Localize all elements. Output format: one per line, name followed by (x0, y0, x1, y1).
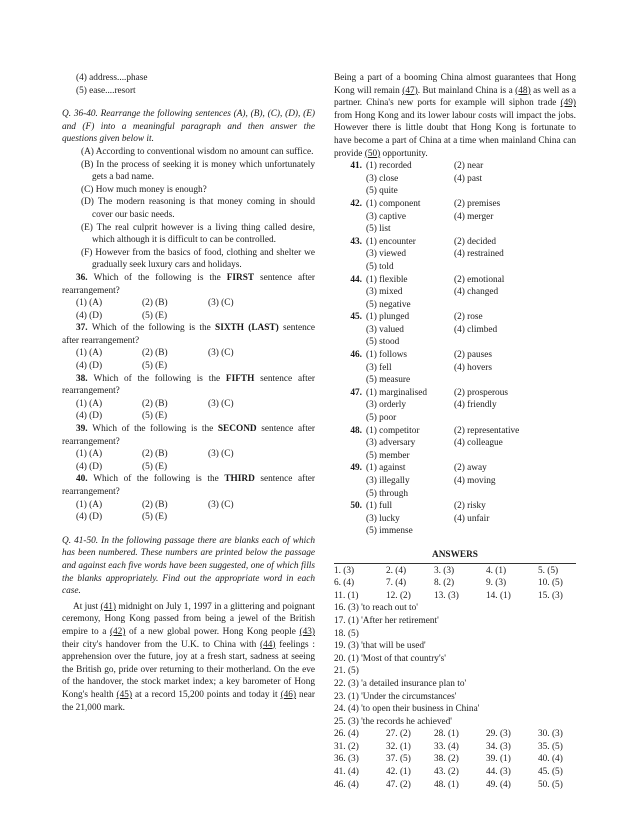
blank-number: (42) (109, 626, 126, 637)
answer-cell: 43. (2) (434, 767, 459, 778)
answer-cell: 28. (1) (434, 729, 459, 740)
answer-row (334, 590, 576, 603)
sentence-item: (D) The modern reasoning is that money coming in should cover our basic needs. (81, 197, 315, 220)
option: (2) (B) (142, 298, 168, 309)
answer-row (334, 577, 576, 590)
word-question (334, 349, 576, 387)
option: (4) restrained (454, 249, 504, 260)
answer-cell: 7. (4) (386, 578, 407, 589)
answer-cell: 29. (3) (486, 729, 511, 740)
previous-question-options (62, 72, 315, 97)
spacer (344, 248, 366, 261)
word-question (334, 425, 576, 463)
spacer (344, 286, 366, 299)
question-number: 44. (350, 274, 362, 285)
answer-row (334, 779, 576, 792)
blank-number: (48) (515, 85, 531, 96)
blank-number: (43) (299, 626, 315, 637)
answers-grid-1 (334, 565, 576, 603)
answer-cell: 15. (3) (538, 590, 563, 601)
option: (1) full (366, 501, 393, 512)
answer-line: 17. (1) 'After her retirement' (334, 615, 439, 626)
word-question (334, 311, 576, 349)
option: (1) competitor (366, 425, 420, 436)
answer-cell: 42. (1) (386, 767, 411, 778)
option: (2) away (454, 463, 487, 474)
sentence-item: (F) However from the basics of food, clothing and shelter we gradually seek luxury cars and holidays. (81, 247, 315, 271)
answer-cell: 13. (3) (434, 590, 459, 601)
spacer (454, 185, 524, 198)
answer-cell: 33. (4) (434, 741, 459, 752)
answer-cell: 45. (5) (538, 767, 563, 778)
blank-number: (49) (560, 98, 576, 109)
answer-cell: 31. (2) (334, 741, 359, 752)
word-question (334, 198, 576, 236)
option: (4) (D) (76, 461, 103, 472)
option: (3) fell (366, 362, 392, 373)
option: (2) risky (454, 501, 486, 512)
option: (4) unfair (454, 513, 490, 524)
spacer (454, 299, 524, 312)
option: (5) list (366, 224, 391, 235)
answer-cell: 6. (4) (334, 578, 355, 589)
question-keyword: SECOND (217, 424, 257, 435)
spacer (454, 488, 524, 501)
answer-row (334, 766, 576, 779)
answer-line: 21. (5) (334, 666, 359, 677)
option: (1) (A) (76, 348, 103, 359)
option: (1) recorded (366, 161, 412, 172)
spacer (344, 412, 366, 425)
right-column (334, 72, 576, 791)
question-number: 46. (350, 350, 362, 361)
question-number: 40. (76, 474, 94, 485)
question-options (62, 347, 315, 372)
option: (3) close (366, 173, 399, 184)
answer-cell: 44. (3) (486, 767, 511, 778)
word-question (334, 236, 576, 274)
word-question (334, 160, 576, 198)
question-keyword: SIXTH (LAST) (215, 323, 279, 334)
answers-divider (334, 563, 576, 564)
answer-line: 20. (1) 'Most of that country's' (334, 653, 446, 664)
option: (1) plunged (366, 312, 410, 323)
option: (1) follows (366, 350, 408, 361)
answer-cell: 30. (3) (538, 729, 563, 740)
answer-cell: 1. (3) (334, 565, 355, 576)
option: (1) against (366, 463, 406, 474)
option: (5) (E) (142, 361, 168, 372)
option: (1) (A) (76, 398, 103, 409)
option: (2) emotional (454, 274, 505, 285)
q41-50-instructions: Q. 41-50. In the following passage there are blanks each of which has been numbered. These numbers are printed below the passage and against each five words have been suggested, one of which fills the blanks appropriately. Find out the appropriate word in each case. (62, 535, 315, 597)
q36-40-instructions: Q. 36-40. Rearrange the following sentences (A), (B), (C), (D), (E) and (F) into a meaningful paragraph and then answer the questions given below it. (62, 109, 315, 145)
option: (4) moving (454, 476, 496, 486)
answer-cell: 12. (2) (386, 590, 411, 601)
question-number: 38. (76, 373, 94, 384)
word-question (334, 462, 576, 500)
option: (2) (B) (142, 449, 168, 460)
option: (3) (C) (208, 499, 234, 510)
option: (3) lucky (366, 513, 400, 524)
question-number: 41. (350, 161, 362, 172)
spacer (344, 362, 366, 375)
answer-cell: 8. (2) (434, 578, 455, 589)
option: (3) adversary (366, 438, 416, 449)
question-stem: 39. Which of the following is the SECOND sentence after rearrangement? (62, 424, 316, 447)
answer-cell: 5. (5) (538, 565, 559, 576)
option: (5) poor (366, 413, 397, 424)
option-line: (4) address....phase (76, 73, 148, 83)
spacer (344, 223, 366, 236)
question-number: 49. (350, 463, 362, 474)
option-line: (5) ease....resort (76, 85, 136, 96)
word-question (334, 500, 576, 538)
option: (1) encounter (366, 236, 416, 247)
spacer (454, 412, 524, 425)
option: (2) (B) (142, 398, 168, 409)
answer-cell: 48. (1) (434, 779, 459, 790)
answer-line: 24. (4) 'to open their business in China' (334, 704, 480, 715)
answer-cell: 35. (5) (538, 741, 563, 752)
question-options (62, 297, 315, 322)
question-stem: 38. Which of the following is the FIFTH sentence after rearrangement? (62, 373, 315, 397)
question-number: 39. (76, 424, 93, 435)
option: (3) viewed (366, 249, 407, 260)
option: (3) (C) (208, 348, 234, 359)
option: (3) (C) (208, 298, 234, 309)
option: (5) negative (366, 299, 411, 310)
option: (1) (A) (76, 499, 103, 510)
spacer (454, 525, 524, 538)
answer-line: 23. (1) 'Under the circumstances' (334, 691, 457, 702)
option: (4) changed (454, 287, 499, 298)
spacer (344, 399, 366, 412)
option: (5) (E) (142, 512, 168, 523)
question-number: 43. (350, 236, 362, 247)
option: (5) member (366, 450, 410, 461)
option: (1) component (366, 198, 421, 209)
blank-number: (46) (280, 689, 297, 700)
question-number: 45. (350, 312, 362, 323)
option: (4) friendly (454, 400, 497, 411)
option: (2) prosperous (454, 387, 508, 398)
option: (1) (A) (76, 449, 103, 460)
answer-cell: 41. (4) (334, 767, 359, 778)
option: (3) valued (366, 324, 404, 335)
answer-cell: 49. (4) (486, 779, 511, 790)
option: (4) (D) (76, 310, 103, 321)
sentence-item: (E) The real culprit however is a living thing called desire, which although it is difficult to can be controlled. (81, 222, 315, 246)
spacer (344, 437, 366, 450)
passage-right: Being a part of a booming China almost guarantees that Hong Kong will remain (47). But mainland China is a (48) as well as a partner. China's new ports for example will siphon trade (49) from Hong Kong and its lower labour costs will impact the jobs. However there is little doubt that Hong Kong is fortunate to have become a part of China at a time when mainland China can provide (50) opportunity. (334, 73, 576, 159)
question-list (62, 272, 315, 524)
spacer (454, 374, 524, 387)
question-keyword: FIFTH (225, 373, 255, 384)
blank-number: (44) (260, 639, 276, 650)
answer-cell: 47. (2) (386, 779, 411, 790)
question-options (62, 398, 315, 423)
option: (5) told (366, 261, 394, 272)
answer-line: 18. (5) (334, 628, 359, 639)
option: (4) colleague (454, 438, 503, 449)
answer-cell: 9. (3) (486, 578, 507, 589)
answer-cell: 11. (1) (334, 590, 359, 601)
option: (5) immense (366, 526, 413, 537)
question-number: 50. (350, 501, 362, 512)
spacer (344, 475, 366, 488)
answer-cell: 10. (5) (538, 578, 563, 589)
option: (5) (E) (142, 411, 168, 422)
answer-cell: 38. (2) (434, 754, 459, 765)
option: (2) (B) (142, 499, 168, 510)
question-number: 36. (76, 272, 94, 283)
spacer (454, 261, 524, 274)
option: (3) orderly (366, 400, 407, 411)
spacer (344, 185, 366, 198)
spacer (344, 173, 366, 186)
answer-cell: 3. (3) (434, 565, 455, 576)
answer-cell: 37. (5) (386, 754, 411, 765)
question-options (62, 448, 315, 473)
answer-row (334, 565, 576, 578)
answer-row (334, 753, 576, 766)
option: (4) (D) (76, 411, 103, 422)
answer-cell: 14. (1) (486, 590, 511, 601)
answer-line: 19. (3) 'that will be used' (334, 641, 426, 652)
sentence-list (62, 146, 315, 272)
blank-number: (47) (402, 85, 418, 96)
question-stem: 37. Which of the following is the SIXTH (LAST) sentence after rearrangement? (62, 323, 315, 346)
answer-cell: 34. (3) (486, 741, 511, 752)
spacer (344, 374, 366, 387)
spacer (344, 488, 366, 501)
word-question-list (334, 160, 576, 538)
spacer (344, 261, 366, 274)
word-question (334, 274, 576, 312)
option: (2) near (454, 161, 484, 172)
option: (2) decided (454, 236, 497, 247)
spacer (344, 525, 366, 538)
blank-number: (41) (100, 601, 116, 612)
question-number: 48. (350, 425, 362, 436)
question-keyword: THIRD (224, 474, 255, 485)
spacer (344, 450, 366, 463)
passage-left: At just (41) midnight on July 1, 1997 in a glittering and poignant ceremony, Hong Kong passed from being a jewel of the British empire to a (42) of a new global power. Hong Kong people (43) their city's handover from the U.K. to China with (44) feelings : apprehension over the future, joy at a fresh start, sadness at seeing the British go, pride over returning to their motherland. On the eve of the handover, the stock market index; a key barometer of Hong Kong's health (45) at a record 15,200 points and today it (46) near the 21,000 mark. (62, 601, 315, 713)
option: (4) climbed (454, 324, 498, 335)
question-stem: 40. Which of the following is the THIRD sentence after rearrangement? (62, 474, 315, 497)
answers-grid-2 (334, 728, 576, 791)
answer-cell: 4. (1) (486, 565, 507, 576)
option: (5) (E) (142, 461, 168, 472)
answer-cell: 32. (1) (386, 741, 411, 752)
left-column (62, 72, 315, 714)
answer-row (334, 728, 576, 741)
spacer (454, 450, 524, 463)
spacer (344, 211, 366, 224)
answer-cell: 40. (4) (538, 754, 563, 765)
blank-number: (45) (116, 689, 133, 700)
question-number: 47. (350, 387, 362, 398)
answer-cell: 50. (5) (538, 779, 563, 790)
spacer (454, 336, 524, 349)
spacer (344, 513, 366, 526)
answer-line: 25. (3) 'the records he achieved' (334, 716, 452, 727)
option: (1) marginalised (366, 387, 428, 398)
spacer (344, 299, 366, 312)
answer-row (334, 741, 576, 754)
option: (5) quite (366, 186, 398, 197)
question-options (62, 499, 315, 524)
option: (4) (D) (76, 361, 103, 372)
option: (2) representative (454, 425, 520, 436)
spacer (344, 324, 366, 337)
answer-cell: 46. (4) (334, 779, 359, 790)
spacer (454, 223, 524, 236)
option: (5) measure (366, 375, 411, 386)
sentence-item: (B) In the process of seeking it is money which unfortunately gets a bad name. (81, 159, 315, 183)
question-keyword: FIRST (226, 272, 255, 283)
option: (2) premises (454, 198, 501, 209)
option: (3) captive (366, 211, 407, 222)
option: (4) (D) (76, 512, 103, 523)
question-number: 42. (350, 198, 362, 209)
answer-cell: 27. (2) (386, 729, 411, 740)
option: (3) illegally (366, 476, 410, 486)
option: (2) (B) (142, 348, 168, 359)
answer-cell: 39. (1) (486, 754, 511, 765)
word-question (334, 387, 576, 425)
option: (4) past (454, 173, 483, 184)
spacer (344, 336, 366, 349)
option: (2) rose (454, 312, 483, 323)
answer-line: 16. (3) 'to reach out to' (334, 603, 418, 614)
option: (2) pauses (454, 350, 492, 361)
option: (5) through (366, 488, 409, 499)
answer-cell: 36. (3) (334, 754, 359, 765)
sentence-item: (C) How much money is enough? (81, 184, 207, 195)
option: (3) (C) (208, 449, 234, 460)
answer-line: 22. (3) 'a detailed insurance plan to' (334, 678, 467, 689)
blank-number: (50) (364, 148, 381, 159)
sentence-item: (A) According to conventional wisdom no amount can suffice. (81, 146, 314, 157)
option: (1) flexible (366, 274, 408, 285)
answers-lines (334, 602, 576, 728)
option: (3) (C) (208, 398, 234, 409)
option: (4) hovers (454, 362, 492, 373)
option: (3) mixed (366, 287, 403, 298)
option: (4) merger (454, 211, 494, 222)
answer-cell: 2. (4) (386, 565, 407, 576)
answer-cell: 26. (4) (334, 729, 359, 740)
question-number: 37. (76, 323, 92, 334)
option: (1) (A) (76, 298, 103, 309)
option: (5) stood (366, 337, 400, 348)
option: (5) (E) (142, 310, 168, 321)
question-stem: 36. Which of the following is the FIRST sentence after rearrangement? (62, 272, 315, 296)
answers-heading: ANSWERS (432, 549, 478, 560)
